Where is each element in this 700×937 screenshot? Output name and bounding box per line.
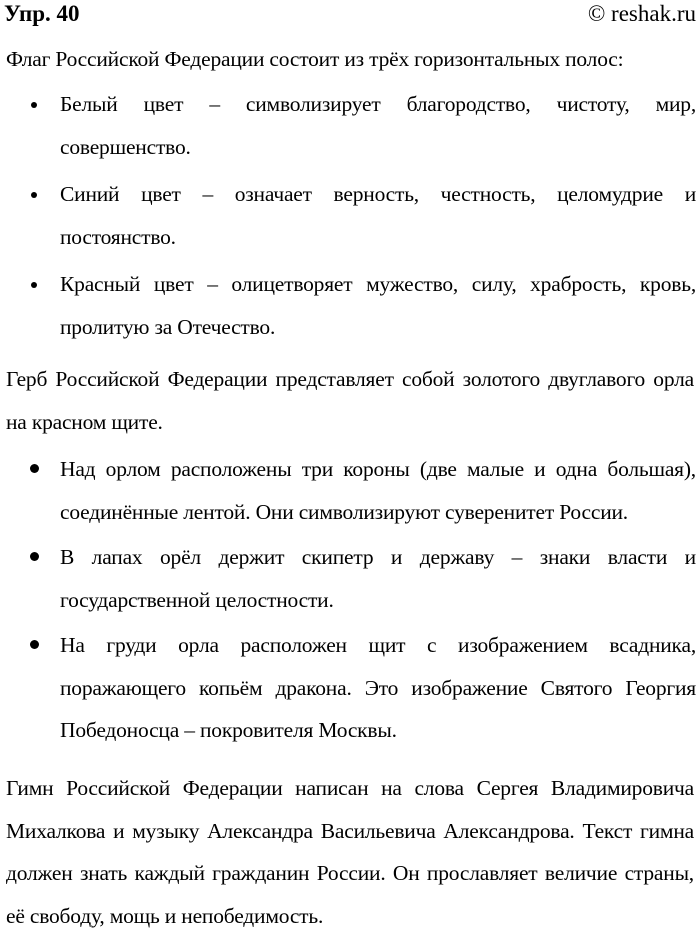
item-text: Белый цвет – символизирует благородство, чистоту, мир, совершенство. bbox=[60, 92, 696, 159]
bullet-icon bbox=[31, 282, 37, 288]
bullet-icon bbox=[30, 464, 39, 473]
bullet-icon bbox=[30, 640, 39, 649]
coat-intro: Герб Российской Федерации представляет собой золотого двуглавого орла на красном щите. bbox=[6, 367, 694, 434]
list-item bbox=[0, 263, 696, 348]
item-text: Красный цвет – олицетворяет мужество, силу, храбрость, кровь, пролитую за Отечество. bbox=[60, 272, 696, 339]
list-item bbox=[0, 536, 696, 621]
coat-list bbox=[0, 448, 696, 752]
flag-list bbox=[0, 83, 696, 348]
list-item bbox=[0, 173, 696, 258]
flag-intro: Флаг Российской Федерации состоит из трёх горизонтальных полос: bbox=[6, 47, 624, 71]
list-item bbox=[0, 83, 696, 168]
list-item bbox=[0, 448, 696, 533]
bullet-icon bbox=[31, 102, 37, 108]
item-text: На груди орла расположен щит с изображением всадника, поражающего копьём дракона. Это изображение Святого Георгия Победоносца – покровителя Москвы. bbox=[60, 633, 696, 742]
bullet-icon bbox=[31, 192, 37, 198]
anthem-paragraph: Гимн Российской Федерации написан на слова Сергея Владимировича Михалкова и музыку Александра Васильевича Александрова. Текст гимна должен знать каждый гражданин России. Он прославляет величие страны, её свободу, мощь и непобедимость. bbox=[6, 776, 694, 928]
copyright: © reshak.ru bbox=[587, 1, 696, 26]
item-text: В лапах орёл держит скипетр и державу – знаки власти и государственной целостности. bbox=[60, 545, 696, 612]
item-text: Над орлом расположены три короны (две малые и одна большая), соединённые лентой. Они символизируют суверенитет России. bbox=[60, 457, 696, 524]
exercise-title: Упр. 40 bbox=[4, 1, 80, 26]
list-item bbox=[0, 624, 696, 752]
bullet-icon bbox=[30, 552, 39, 561]
item-text: Синий цвет – означает верность, честность, целомудрие и постоянство. bbox=[60, 182, 696, 249]
